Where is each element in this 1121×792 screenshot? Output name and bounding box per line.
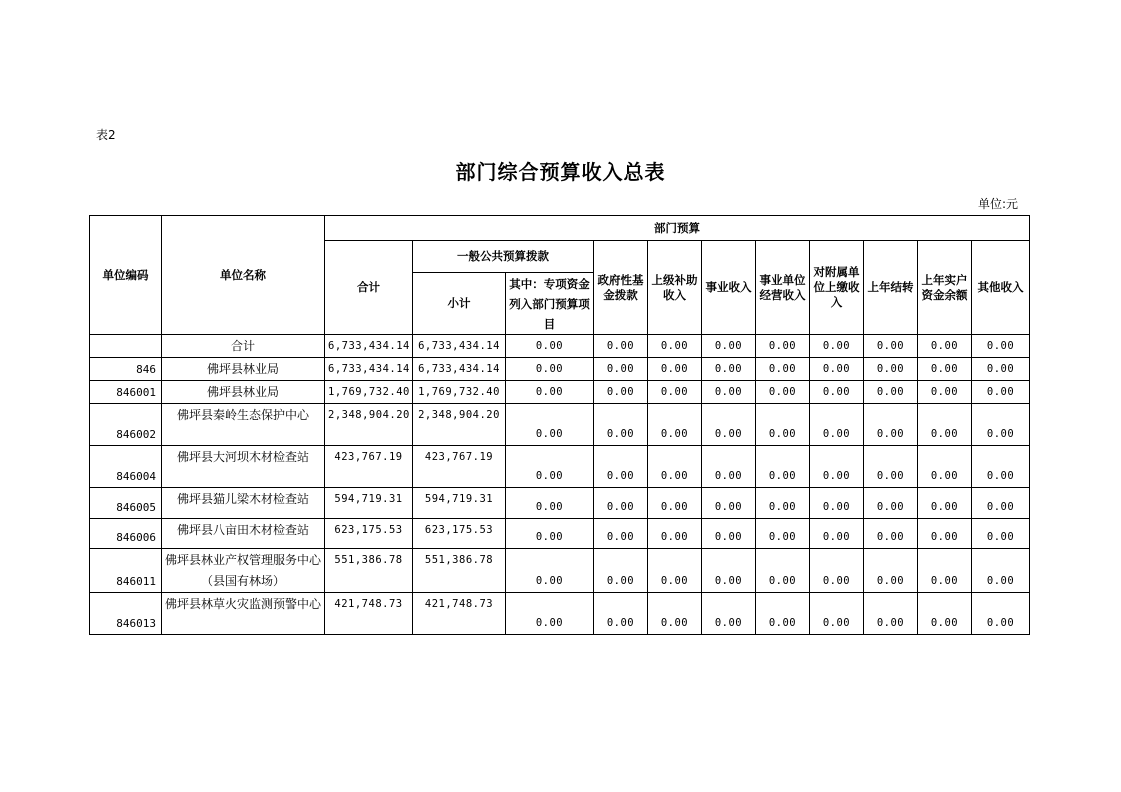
cell-balance: 0.00 [918,404,972,446]
cell-operating: 0.00 [756,381,810,404]
cell-special: 0.00 [506,549,594,593]
cell-balance: 0.00 [918,358,972,381]
cell-gov-fund: 0.00 [594,381,648,404]
cell-superior: 0.00 [648,488,702,519]
cell-subtotal: 6,733,434.14 [413,358,506,381]
cell-other: 0.00 [972,335,1030,358]
cell-affiliated: 0.00 [810,549,864,593]
header-subtotal: 小计 [413,273,506,335]
header-unit-code: 单位编码 [90,216,162,335]
cell-unit-code: 846 [90,358,162,381]
cell-business: 0.00 [702,335,756,358]
cell-unit-name: 佛坪县林业局 [162,358,325,381]
cell-gov-fund: 0.00 [594,446,648,488]
cell-balance: 0.00 [918,549,972,593]
cell-business: 0.00 [702,446,756,488]
cell-operating: 0.00 [756,593,810,635]
table-row [90,381,1030,404]
cell-total: 421,748.73 [325,593,413,635]
cell-unit-code: 846013 [90,593,162,635]
cell-affiliated: 0.00 [810,488,864,519]
cell-affiliated: 0.00 [810,593,864,635]
cell-carryover: 0.00 [864,446,918,488]
header-general-public-budget: 一般公共预算拨款 [413,241,594,273]
header-business-income: 事业收入 [702,241,756,335]
cell-operating: 0.00 [756,488,810,519]
cell-operating: 0.00 [756,404,810,446]
table-header [90,216,1030,335]
cell-other: 0.00 [972,358,1030,381]
header-account-balance: 上年实户资金余额 [918,241,972,335]
cell-unit-code [90,335,162,358]
cell-carryover: 0.00 [864,549,918,593]
table-row [90,404,1030,446]
header-gov-fund: 政府性基金拨款 [594,241,648,335]
cell-subtotal: 6,733,434.14 [413,335,506,358]
cell-other: 0.00 [972,404,1030,446]
cell-subtotal: 2,348,904.20 [413,404,506,446]
table-row [90,593,1030,635]
cell-gov-fund: 0.00 [594,335,648,358]
cell-other: 0.00 [972,549,1030,593]
table-row [90,446,1030,488]
cell-operating: 0.00 [756,549,810,593]
cell-carryover: 0.00 [864,335,918,358]
cell-other: 0.00 [972,381,1030,404]
cell-carryover: 0.00 [864,488,918,519]
cell-operating: 0.00 [756,335,810,358]
header-affiliated-income: 对附属单位上缴收入 [810,241,864,335]
cell-superior: 0.00 [648,335,702,358]
cell-superior: 0.00 [648,446,702,488]
cell-subtotal: 594,719.31 [413,488,506,519]
cell-other: 0.00 [972,593,1030,635]
table-row [90,549,1030,593]
cell-balance: 0.00 [918,519,972,549]
header-total: 合计 [325,241,413,335]
page-title: 部门综合预算收入总表 [455,160,666,184]
cell-carryover: 0.00 [864,519,918,549]
cell-carryover: 0.00 [864,404,918,446]
cell-unit-name: 佛坪县八亩田木材检查站 [162,519,325,549]
cell-balance: 0.00 [918,335,972,358]
cell-business: 0.00 [702,519,756,549]
cell-total: 1,769,732.40 [325,381,413,404]
cell-total: 6,733,434.14 [325,358,413,381]
header-superior-subsidy: 上级补助收入 [648,241,702,335]
cell-special: 0.00 [506,519,594,549]
cell-balance: 0.00 [918,593,972,635]
table-body [90,335,1030,635]
cell-affiliated: 0.00 [810,519,864,549]
cell-special: 0.00 [506,488,594,519]
cell-carryover: 0.00 [864,358,918,381]
cell-gov-fund: 0.00 [594,358,648,381]
cell-affiliated: 0.00 [810,404,864,446]
cell-gov-fund: 0.00 [594,519,648,549]
cell-affiliated: 0.00 [810,446,864,488]
cell-special: 0.00 [506,404,594,446]
cell-special: 0.00 [506,446,594,488]
cell-total: 551,386.78 [325,549,413,593]
table-row [90,358,1030,381]
cell-superior: 0.00 [648,358,702,381]
cell-superior: 0.00 [648,519,702,549]
header-other-income: 其他收入 [972,241,1030,335]
cell-operating: 0.00 [756,519,810,549]
cell-carryover: 0.00 [864,381,918,404]
cell-business: 0.00 [702,593,756,635]
header-dept-budget: 部门预算 [325,216,1030,241]
cell-gov-fund: 0.00 [594,549,648,593]
cell-operating: 0.00 [756,446,810,488]
cell-superior: 0.00 [648,593,702,635]
cell-unit-name: 佛坪县林业产权管理服务中心（县国有林场） [162,549,325,593]
cell-subtotal: 551,386.78 [413,549,506,593]
cell-unit-code: 846004 [90,446,162,488]
cell-business: 0.00 [702,549,756,593]
cell-affiliated: 0.00 [810,358,864,381]
table-row [90,488,1030,519]
cell-business: 0.00 [702,404,756,446]
cell-unit-code: 846011 [90,549,162,593]
cell-total: 623,175.53 [325,519,413,549]
cell-total: 594,719.31 [325,488,413,519]
cell-special: 0.00 [506,335,594,358]
cell-other: 0.00 [972,446,1030,488]
cell-balance: 0.00 [918,381,972,404]
header-carryover: 上年结转 [864,241,918,335]
cell-affiliated: 0.00 [810,381,864,404]
cell-balance: 0.00 [918,488,972,519]
cell-unit-code: 846005 [90,488,162,519]
cell-unit-name: 佛坪县大河坝木材检查站 [162,446,325,488]
header-operating-income: 事业单位经营收入 [756,241,810,335]
budget-income-table [89,215,1030,635]
cell-subtotal: 421,748.73 [413,593,506,635]
cell-special: 0.00 [506,381,594,404]
cell-operating: 0.00 [756,358,810,381]
cell-unit-name: 佛坪县秦岭生态保护中心 [162,404,325,446]
cell-unit-code: 846006 [90,519,162,549]
cell-other: 0.00 [972,519,1030,549]
table-number: 表2 [96,128,116,142]
cell-subtotal: 423,767.19 [413,446,506,488]
cell-affiliated: 0.00 [810,335,864,358]
cell-total: 6,733,434.14 [325,335,413,358]
cell-subtotal: 623,175.53 [413,519,506,549]
cell-superior: 0.00 [648,404,702,446]
unit-note: 单位:元 [977,197,1018,211]
cell-unit-name: 佛坪县林业局 [162,381,325,404]
cell-business: 0.00 [702,381,756,404]
cell-balance: 0.00 [918,446,972,488]
cell-other: 0.00 [972,488,1030,519]
header-unit-name: 单位名称 [162,216,325,335]
cell-gov-fund: 0.00 [594,488,648,519]
cell-total: 2,348,904.20 [325,404,413,446]
cell-gov-fund: 0.00 [594,404,648,446]
header-special-funds: 其中：专项资金列入部门预算项目 [506,273,594,335]
cell-unit-name: 合计 [162,335,325,358]
cell-unit-name: 佛坪县猫儿梁木材检查站 [162,488,325,519]
cell-total: 423,767.19 [325,446,413,488]
cell-unit-code: 846001 [90,381,162,404]
cell-carryover: 0.00 [864,593,918,635]
cell-business: 0.00 [702,358,756,381]
table-row [90,519,1030,549]
cell-superior: 0.00 [648,549,702,593]
cell-subtotal: 1,769,732.40 [413,381,506,404]
cell-special: 0.00 [506,593,594,635]
cell-special: 0.00 [506,358,594,381]
cell-gov-fund: 0.00 [594,593,648,635]
cell-superior: 0.00 [648,381,702,404]
table-row [90,335,1030,358]
cell-unit-code: 846002 [90,404,162,446]
cell-unit-name: 佛坪县林草火灾监测预警中心 [162,593,325,635]
cell-business: 0.00 [702,488,756,519]
